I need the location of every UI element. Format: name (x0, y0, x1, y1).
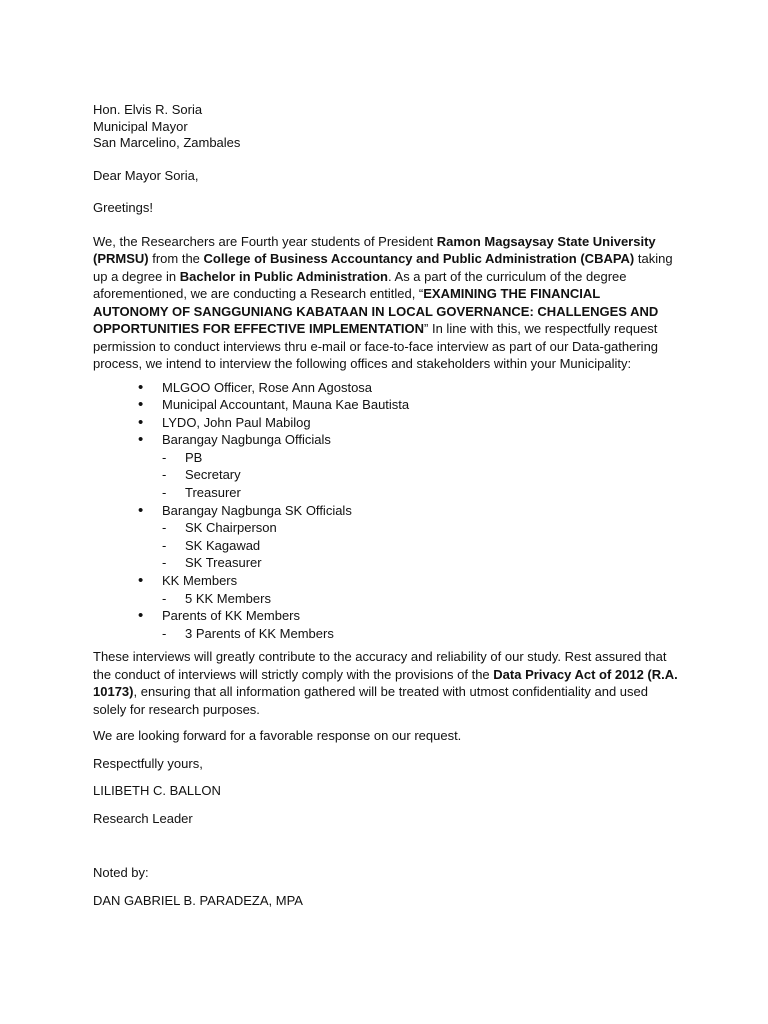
interviewee-subitem: - Treasurer (162, 484, 678, 502)
interviewee-subitem: - SK Kagawad (162, 537, 678, 555)
interviewee-label: • Parents of KK Members (162, 608, 300, 624)
noted-by-name: DAN GABRIEL B. PARADEZA, MPA (93, 892, 303, 908)
interviewee-item (93, 396, 678, 414)
assurance-text-1: These interviews will greatly contribute to the accuracy and reliability of our study. Rest assured that the conduct of interviews will strictly comply with the provisions of the (93, 649, 667, 682)
interviewee-label: • MLGOO Officer, Rose Ann Agostosa (162, 379, 373, 395)
interviewee-item (93, 414, 678, 432)
recipient-name: Hon. Elvis R. Soria (93, 102, 203, 117)
signatory-role: Research Leader (93, 810, 193, 826)
interviewee-label: • KK Members (162, 573, 238, 589)
interviewee-sublist (162, 625, 678, 643)
assurance-paragraph (93, 648, 678, 718)
interviewee-item (93, 431, 678, 501)
research-title: EXAMINING THE FINANCIAL AUTONOMY OF SANGGUNIANG KABATAAN IN LOCAL GOVERNANCE: CHALLENGES AND OPPORTUNITIES FOR EFFECTIVE IMPLEMENTATION (93, 286, 659, 336)
intro-text-2: from the (148, 251, 204, 266)
interviewee-label: • Municipal Accountant, Mauna Kae Bautista (162, 397, 410, 413)
interviewee-list (93, 379, 678, 643)
intro-text-1: We, the Researchers are Fourth year students of President (93, 233, 437, 249)
interviewee-subitem: - PB (162, 449, 678, 467)
intro-text-3: taking up a degree in (93, 251, 673, 284)
assurance-text-2: , ensuring that all information gathered will be treated with utmost confidentiality and used solely for research purposes. (93, 684, 648, 717)
degree-name: Bachelor in Public Administration (179, 268, 389, 284)
noted-by-label: Noted by: (93, 865, 149, 881)
interviewee-sublist (162, 590, 678, 608)
interviewee-label: • LYDO, John Paul Mabilog (162, 414, 311, 430)
salutation: Dear Mayor Soria, (93, 167, 199, 183)
data-privacy-act: Data Privacy Act of 2012 (R.A. 10173) (93, 666, 678, 700)
closing-line: We are looking forward for a favorable response on our request. (93, 728, 462, 744)
intro-paragraph (93, 233, 678, 373)
interviewee-subitem: - 5 KK Members (162, 590, 678, 608)
interviewee-label: • Barangay Nagbunga Officials (162, 432, 331, 448)
interviewee-subitem: - Secretary (162, 466, 678, 484)
interviewee-item (93, 572, 678, 607)
signatory-name: LILIBETH C. BALLON (93, 783, 221, 799)
greeting: Greetings! (93, 200, 153, 215)
interviewee-subitem: - 3 Parents of KK Members (162, 625, 678, 643)
recipient-title: Municipal Mayor (93, 118, 188, 134)
intro-text-5: ” In line with this, we respectfully request permission to conduct interviews thru e-mail or face-to-face interview as part of our Data-gathering process, we intend to interview the following offices and stakeholders within your Municipality: (93, 321, 659, 371)
interviewee-label: • Barangay Nagbunga SK Officials (162, 502, 352, 518)
university-name: Ramon Magsaysay State University (PRMSU) (93, 233, 656, 266)
interviewee-subitem: - SK Treasurer (162, 554, 678, 572)
interviewee-sublist (162, 449, 678, 502)
interviewee-item (93, 607, 678, 642)
recipient-block (93, 102, 678, 152)
interviewee-subitem: - SK Chairperson (162, 519, 678, 537)
intro-text-4: . As a part of the curriculum of the degree aforementioned, we are conducting a Research entitled, “ (93, 268, 627, 301)
interviewee-item (93, 379, 678, 397)
college-name: College of Business Accountancy and Public Administration (CBAPA) (203, 251, 635, 266)
interviewee-item (93, 502, 678, 572)
interviewee-sublist (162, 519, 678, 572)
letter-body (93, 102, 678, 909)
complimentary-close: Respectfully yours, (93, 755, 203, 771)
recipient-address: San Marcelino, Zambales (93, 135, 241, 150)
